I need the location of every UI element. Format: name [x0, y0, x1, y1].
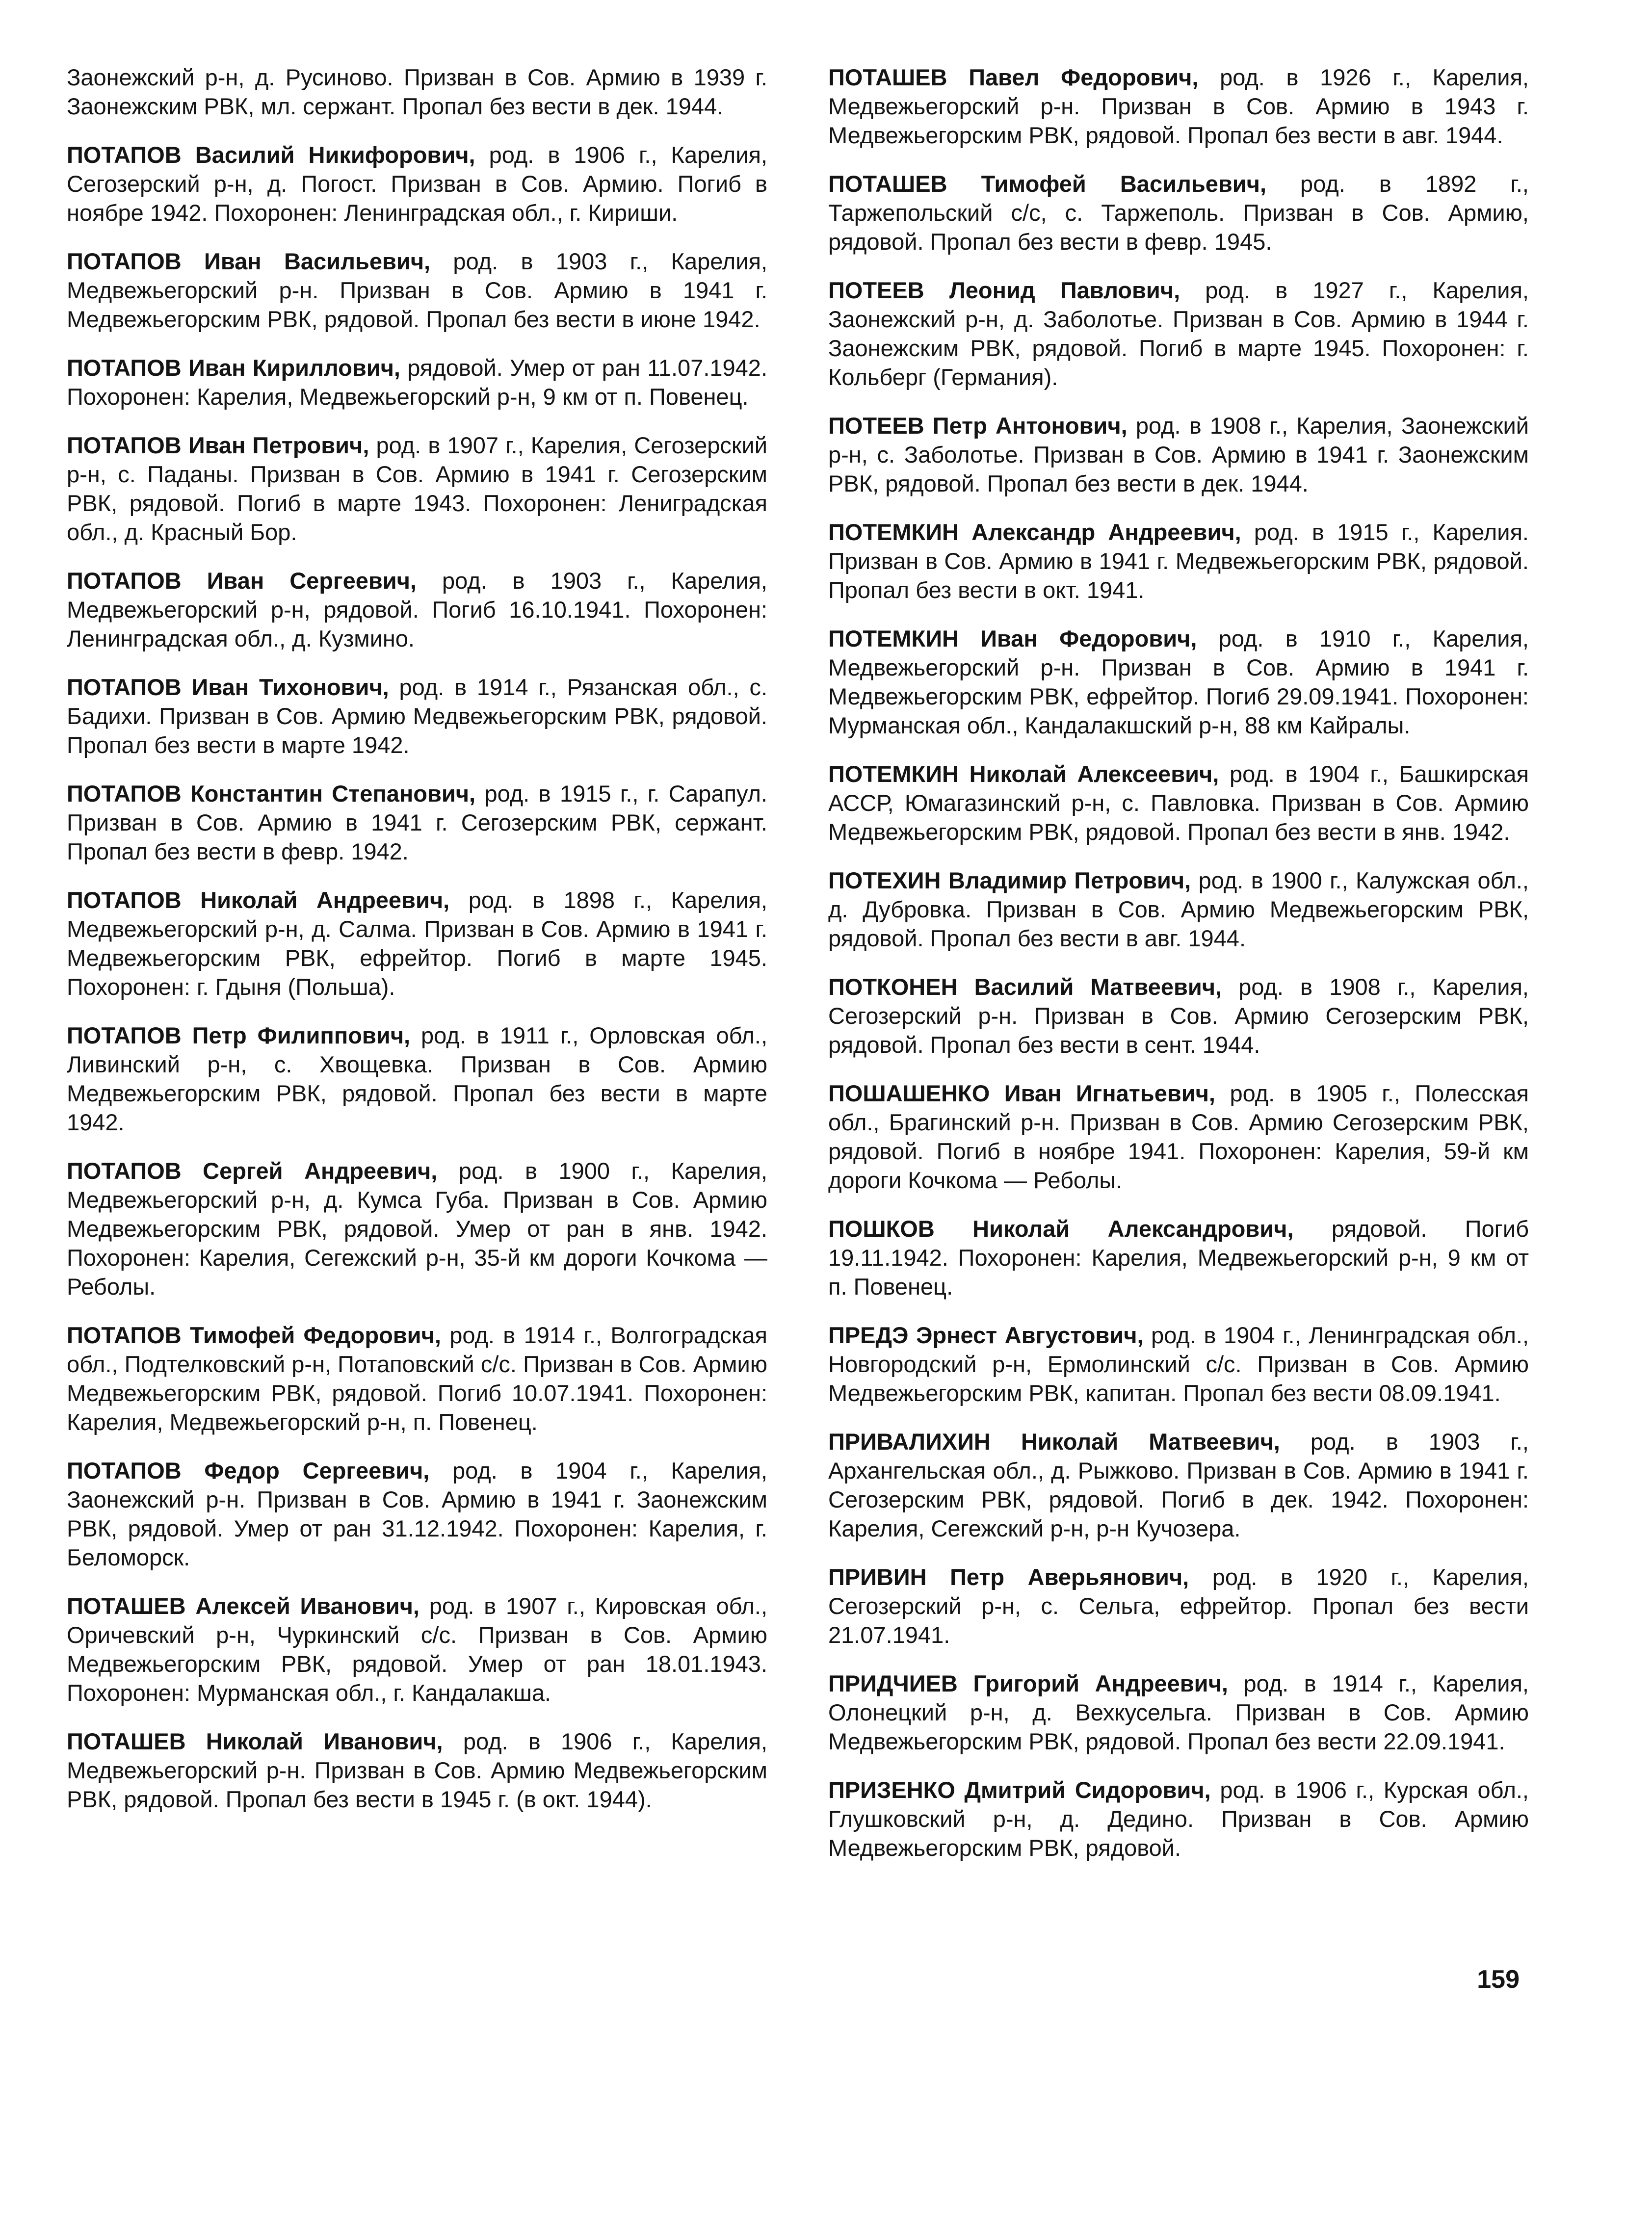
entry: [67, 1727, 767, 1814]
entry-text: род. в 1915 г., Карелия. Призван в Сов. Армию в 1941 г. Медвежьегорским РВК, рядовой. Пропал без вести в окт. 1941.: [828, 519, 1529, 603]
entry-text: род. в 1927 г., Карелия, Заонежский р-н, д. Заболотье. Призван в Сов. Армию в 1944 г. Заонежским РВК, рядовой. Погиб в марте 1945. Похоронен: г. Кольберг (Германия).: [828, 277, 1529, 390]
entry: [828, 972, 1529, 1059]
entry-name: ПРИВАЛИХИН Николай Матвеевич,: [828, 1429, 1280, 1455]
entry-text: род. в 1904 г., Карелия, Заонежский р-н. Призван в Сов. Армию в 1941 г. Заонежским РВК, рядовой. Умер от ран 31.12.1942. Похоронен: Карелия, г. Беломорск.: [67, 1458, 767, 1570]
entry-text: род. в 1907 г., Карелия, Сегозерский р-н, с. Паданы. Призван в Сов. Армию в 1941 г. Сегозерским РВК, рядовой. Погиб в марте 1943. Похоронен: Лениградская обл., д. Красный Бор.: [67, 432, 767, 545]
entry: [67, 673, 767, 759]
entry-name: ПОТЕМКИН Иван Федорович,: [828, 625, 1197, 651]
entry: [67, 779, 767, 866]
entry: [828, 518, 1529, 604]
entry: [828, 1775, 1529, 1862]
entry-name: ПОТАПОВ Петр Филиппович,: [67, 1022, 411, 1048]
entry: [67, 1591, 767, 1707]
entry: [67, 566, 767, 653]
entry-text: рядовой. Умер от ран 11.07.1942. Похоронен: Карелия, Медвежьегорский р-н, 9 км от п. Повенец.: [67, 355, 768, 410]
entry: [828, 276, 1529, 391]
entry-text: род. в 1906 г., Курская обл., Глушковский р-н, д. Дедино. Призван в Сов. Армию Медвежьегорским РВК, рядовой.: [828, 1777, 1529, 1861]
entry: [67, 1456, 767, 1572]
entry-text: род. в 1914 г., Волгоградская обл., Подтелковский р-н, Потаповский с/с. Призван в Сов. Армию Медвежьегорским РВК, рядовой. Погиб 10.07.1941. Похоронен: Карелия, Медвежьегорский р-н, п. Повенец.: [67, 1322, 767, 1435]
entry-text: род. в 1926 г., Карелия, Медвежьегорский р-н. Призван в Сов. Армию в 1943 г. Медвежьегорским РВК, рядовой. Пропал без вести в авг. 1944.: [828, 64, 1529, 148]
entry-name: ПОТАШЕВ Алексей Иванович,: [67, 1593, 420, 1619]
entry-name: ПОТАПОВ Иван Сергеевич,: [67, 568, 417, 594]
entry-text: род. в 1906 г., Карелия, Медвежьегорский р-н. Призван в Сов. Армию Медвежьегорским РВК, рядовой. Пропал без вести в 1945 г. (в окт. 1944).: [67, 1728, 767, 1812]
entry-text: род. в 1900 г., Калужская обл., д. Дубровка. Призван в Сов. Армию Медвежьегорским РВК, рядовой. Пропал без вести в авг. 1944.: [828, 867, 1529, 951]
entry-name: ПОТАШЕВ Николай Иванович,: [67, 1728, 443, 1754]
entry-name: ПОШАШЕНКО Иван Игнатьевич,: [828, 1080, 1215, 1106]
entry: [828, 63, 1529, 150]
entry-text: Заонежский р-н, д. Русиново. Призван в Сов. Армию в 1939 г. Заонежским РВК, мл. сержант. Пропал без вести в дек. 1944.: [67, 64, 767, 119]
entry-name: ПОТАПОВ Николай Андреевич,: [67, 887, 450, 913]
entry-name: ПОТАПОВ Константин Степанович,: [67, 781, 476, 807]
entry: [67, 353, 767, 411]
entry-text: род. в 1920 г., Карелия, Сегозерский р-н, с. Сельга, ефрейтор. Пропал без вести 21.07.1941.: [828, 1564, 1529, 1648]
entry-name: ПОТЕЕВ Леонид Павлович,: [828, 277, 1180, 303]
entry: [828, 866, 1529, 953]
entry-name: ПРИЗЕНКО Дмитрий Сидорович,: [828, 1777, 1211, 1803]
entry: [828, 1669, 1529, 1756]
entry: [67, 431, 767, 547]
entry-name: ПОТАПОВ Тимофей Федорович,: [67, 1322, 441, 1348]
entry-text: род. в 1903 г., Архангельская обл., д. Рыжково. Призван в Сов. Армию в 1941 г. Сегозерским РВК, рядовой. Погиб в дек. 1942. Похоронен: Карелия, Сегежский р-н, р-н Кучозера.: [828, 1429, 1529, 1541]
entry-text: рядовой. Погиб 19.11.1942. Похоронен: Карелия, Медвежьегорский р-н, 9 км от п. Повенец.: [828, 1216, 1529, 1300]
entry: [828, 624, 1529, 740]
entry-text: род. в 1905 г., Полесская обл., Брагинский р-н. Призван в Сов. Армию Сегозерским РВК, рядовой. Погиб в ноябре 1941. Похоронен: Карелия, 59-й км дороги Кочкома — Реболы.: [828, 1080, 1529, 1193]
entry: [828, 759, 1529, 846]
entry-text: род. в 1900 г., Карелия, Медвежьегорский р-н, д. Кумса Губа. Призван в Сов. Армию Медвежьегорским РВК, рядовой. Умер от ран в янв. 1942. Похоронен: Карелия, Сегежский р-н, 35-й км дороги Кочкома — Реболы.: [67, 1158, 767, 1300]
entry-name: ПОТАПОВ Василий Никифорович,: [67, 142, 475, 168]
entry-text: род. в 1906 г., Карелия, Сегозерский р-н, д. Погост. Призван в Сов. Армию. Погиб в ноябре 1942. Похоронен: Ленинградская обл., г. Кириши.: [67, 142, 767, 226]
entry-name: ПОШКОВ Николай Александрович,: [828, 1216, 1294, 1242]
entry: [828, 1321, 1529, 1407]
left-column: [67, 63, 767, 1833]
entry-text: род. в 1907 г., Кировская обл., Оричевский р-н, Чуркинский с/с. Призван в Сов. Армию Медвежьегорским РВК, рядовой. Умер от ран 18.01.1943. Похоронен: Мурманская обл., г. Кандалакша.: [67, 1593, 767, 1706]
entry: [67, 885, 767, 1001]
entry-text: род. в 1903 г., Карелия, Медвежьегорский р-н. Призван в Сов. Армию в 1941 г. Медвежьегорским РВК, рядовой. Пропал без вести в июне 1942.: [67, 248, 767, 332]
entry-name: ПОТАПОВ Иван Васильевич,: [67, 248, 431, 274]
entry-name: ПРИВИН Петр Аверьянович,: [828, 1564, 1189, 1590]
entry-text: род. в 1915 г., г. Сарапул. Призван в Сов. Армию в 1941 г. Сегозерским РВК, сержант. Пропал без вести в февр. 1942.: [67, 781, 767, 864]
entry-text: род. в 1914 г., Рязанская обл., с. Бадихи. Призван в Сов. Армию Медвежьегорским РВК, рядовой. Пропал без вести в марте 1942.: [67, 674, 768, 758]
entry: [828, 1214, 1529, 1301]
entry-name: ПОТАПОВ Федор Сергеевич,: [67, 1458, 430, 1484]
entry-name: ПРИДЧИЕВ Григорий Андреевич,: [828, 1670, 1228, 1696]
entry: [67, 247, 767, 334]
entry: [67, 63, 767, 121]
entry-name: ПОТАПОВ Иван Кириллович,: [67, 355, 400, 381]
entry-name: ПОТАШЕВ Павел Федорович,: [828, 64, 1199, 90]
entry-name: ПОТАШЕВ Тимофей Васильевич,: [828, 171, 1266, 197]
entry: [67, 1021, 767, 1137]
entry-text: род. в 1908 г., Карелия, Сегозерский р-н. Призван в Сов. Армию Сегозерским РВК, рядовой. Пропал без вести в сент. 1944.: [828, 974, 1529, 1058]
entry-text: род. в 1904 г., Ленинградская обл., Новгородский р-н, Ермолинский с/с. Призван в Сов. Армию Медвежьегорским РВК, капитан. Пропал без вести 08.09.1941.: [828, 1322, 1529, 1406]
entry-name: ПОТКОНЕН Василий Матвеевич,: [828, 974, 1222, 1000]
entry-text: род. в 1910 г., Карелия, Медвежьегорский р-н. Призван в Сов. Армию в 1941 г. Медвежьегорским РВК, ефрейтор. Погиб 29.09.1941. Похоронен: Мурманская обл., Кандалакшский р-н, 88 км Кайралы.: [828, 625, 1529, 738]
entry-text: род. в 1914 г., Карелия, Олонецкий р-н, д. Вехкусельга. Призван в Сов. Армию Медвежьегорским РВК, рядовой. Пропал без вести 22.09.1941.: [828, 1670, 1529, 1754]
entry: [828, 411, 1529, 498]
entry-text: род. в 1898 г., Карелия, Медвежьегорский р-н, д. Салма. Призван в Сов. Армию в 1941 г. Медвежьегорским РВК, ефрейтор. Погиб в марте 1945. Похоронен: г. Гдыня (Польша).: [67, 887, 767, 1000]
entry-name: ПОТЕЕВ Петр Антонович,: [828, 413, 1128, 439]
entry-text: род. в 1911 г., Орловская обл., Ливинский р-н, с. Хвощевка. Призван в Сов. Армию Медвежьегорским РВК, рядовой. Пропал без вести в марте 1942.: [67, 1022, 768, 1135]
entry-text: род. в 1892 г., Таржепольский с/с, с. Таржеполь. Призван в Сов. Армию, рядовой. Пропал без вести в февр. 1945.: [828, 171, 1529, 255]
entry-name: ПОТЕМКИН Николай Алексеевич,: [828, 761, 1219, 787]
entry: [67, 140, 767, 227]
entry: [828, 1562, 1529, 1649]
entry-name: ПОТЕМКИН Александр Андреевич,: [828, 519, 1241, 545]
entry-name: ПОТЕХИН Владимир Петрович,: [828, 867, 1191, 893]
page-number: 159: [1477, 1965, 1520, 1994]
entry-text: род. в 1908 г., Карелия, Заонежский р-н, с. Заболотье. Призван в Сов. Армию в 1941 г. Заонежским РВК, рядовой. Пропал без вести в дек. 1944.: [828, 413, 1529, 496]
entry: [67, 1321, 767, 1436]
entry-name: ПРЕДЭ Эрнест Августович,: [828, 1322, 1144, 1348]
entry-name: ПОТАПОВ Иван Петрович,: [67, 432, 369, 458]
entry-text: род. в 1903 г., Карелия, Медвежьегорский р-н, рядовой. Погиб 16.10.1941. Похоронен: Ленинградская обл., д. Кузмино.: [67, 568, 767, 651]
entry: [828, 169, 1529, 256]
entry-name: ПОТАПОВ Иван Тихонович,: [67, 674, 389, 700]
entry: [828, 1079, 1529, 1195]
entry-name: ПОТАПОВ Сергей Андреевич,: [67, 1158, 438, 1184]
entry: [67, 1156, 767, 1301]
entry-text: род. в 1904 г., Башкирская АССР, Юмагазинский р-н, с. Павловка. Призван в Сов. Армию Медвежьегорским РВК, рядовой. Пропал без вести в янв. 1942.: [828, 761, 1529, 845]
right-column: [828, 63, 1529, 1882]
entry: [828, 1427, 1529, 1543]
